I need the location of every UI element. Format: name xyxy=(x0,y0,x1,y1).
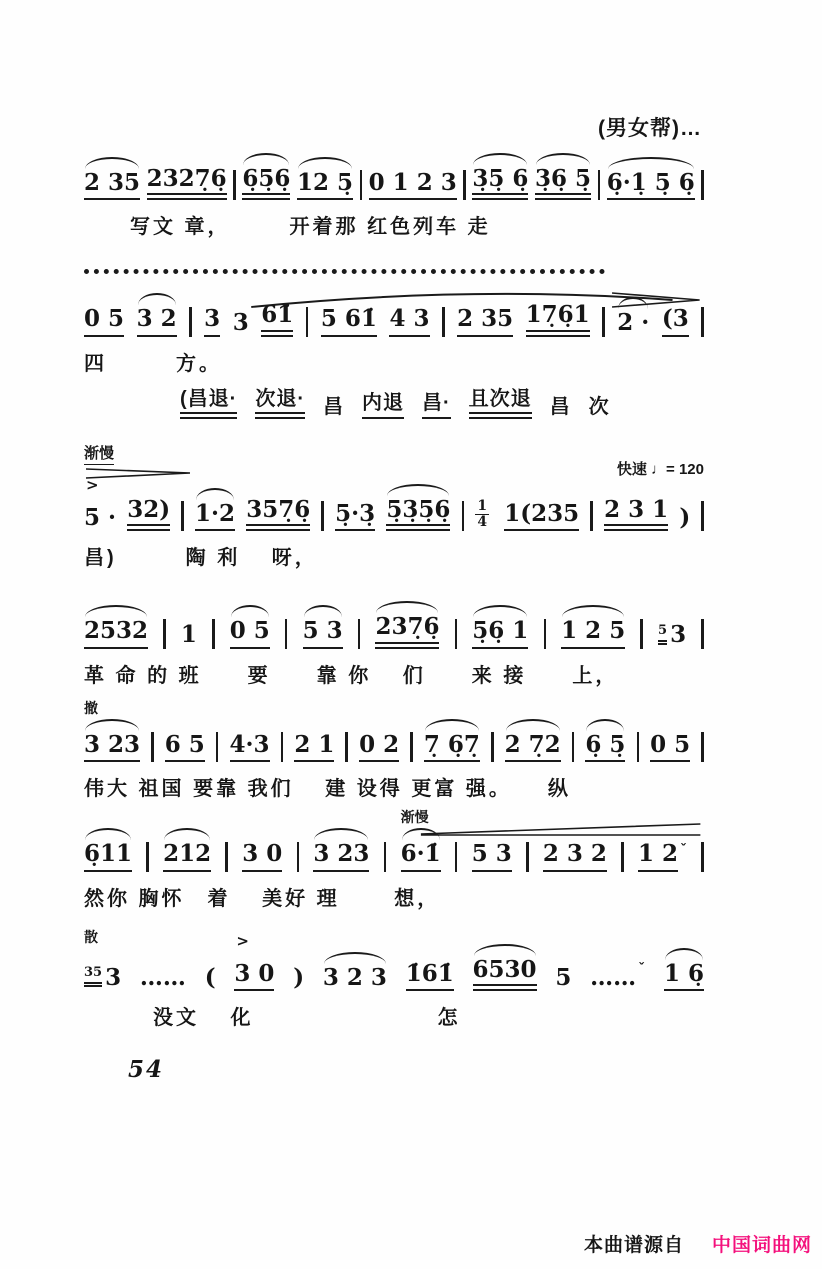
note-group xyxy=(335,501,375,531)
notes: 5 · xyxy=(84,503,117,531)
barline xyxy=(602,307,605,337)
percussion-line xyxy=(84,382,704,419)
percussion-syllable xyxy=(362,386,404,419)
note-group xyxy=(505,732,561,762)
breath-mark: ˇ xyxy=(638,960,646,977)
barline xyxy=(345,732,348,762)
notes: 5 xyxy=(555,963,572,991)
notes: 3 0 xyxy=(234,961,274,991)
notes: 6̣11 xyxy=(84,841,132,871)
note-group xyxy=(424,732,480,762)
notes: 0 5 xyxy=(84,306,124,336)
notes: 2327̣6̣ xyxy=(147,166,227,200)
note-group xyxy=(242,841,282,871)
note-group xyxy=(585,732,625,762)
notes: 1 2 5 xyxy=(561,618,625,648)
note-group xyxy=(233,310,249,336)
note-group xyxy=(230,732,270,762)
note-group xyxy=(535,166,591,200)
notes: ) xyxy=(293,963,305,991)
percussion-text: 次 xyxy=(588,395,610,418)
notes: 3 2 xyxy=(137,306,177,336)
percussion-text: (昌退· xyxy=(180,382,237,419)
notes: 1·2 xyxy=(195,501,235,531)
note-group xyxy=(617,310,649,336)
time-signature xyxy=(475,499,489,529)
lyrics-line: 伟大 祖国 要靠 我们 建 设得 更富 强。 纵 xyxy=(84,778,571,801)
barline xyxy=(358,619,361,649)
notes: 5̣6̣ 1 xyxy=(472,618,528,648)
note-group xyxy=(472,841,512,871)
lyrics-line: 革 命 的 班 要 靠 你 们 来 接 上， xyxy=(84,664,619,687)
note-group xyxy=(664,961,704,991)
tempo-annotation xyxy=(617,458,704,479)
barline xyxy=(410,732,413,762)
music-system xyxy=(84,444,704,570)
notes: 4 3 xyxy=(389,306,429,336)
barline xyxy=(233,170,236,200)
note-group xyxy=(323,965,387,991)
barline xyxy=(285,619,288,649)
note-group xyxy=(406,961,454,991)
notes: 5 61̇ xyxy=(321,306,377,336)
note-group xyxy=(604,497,668,531)
notes: 2 35 xyxy=(457,306,513,336)
notes: 6530 xyxy=(473,957,537,991)
notes: 3̣6̣ 5̣ xyxy=(535,166,591,200)
note-group xyxy=(261,302,293,336)
barline xyxy=(281,732,284,762)
notes: ( xyxy=(204,963,216,991)
notes: 1(235 xyxy=(504,501,579,531)
note-group xyxy=(313,841,369,871)
note-group xyxy=(84,928,122,991)
notes-line xyxy=(84,284,704,336)
barline xyxy=(151,732,154,762)
notes-line xyxy=(84,807,704,871)
note-group xyxy=(147,166,227,200)
barline xyxy=(637,732,640,762)
note-group xyxy=(246,497,310,531)
percussion-syllable xyxy=(469,382,532,419)
breath-mark: ˇ xyxy=(680,841,688,858)
footer xyxy=(584,1230,812,1257)
barline xyxy=(640,619,643,649)
note-group xyxy=(84,306,124,336)
notes: 2 · xyxy=(617,309,650,337)
barline xyxy=(360,170,363,200)
barline xyxy=(544,619,547,649)
notes: 3 23 xyxy=(313,841,369,871)
notes: 3 xyxy=(204,306,220,336)
note-group xyxy=(321,306,377,336)
note-group xyxy=(555,965,571,991)
note-group xyxy=(84,475,117,531)
notes: 237̣6̣ xyxy=(375,614,439,648)
note-group xyxy=(473,957,537,991)
notes: 0 2 xyxy=(359,732,399,762)
tempo-annotation xyxy=(84,442,194,479)
percussion-syllable xyxy=(422,386,451,419)
notes: 5 3 xyxy=(303,618,343,648)
barline xyxy=(146,842,149,872)
notes: …… xyxy=(139,963,186,991)
note-group xyxy=(230,618,270,648)
percussion-text: 内退 xyxy=(362,386,404,419)
note-group xyxy=(297,170,353,200)
note-group xyxy=(400,809,441,871)
barline xyxy=(225,842,228,872)
lyrics-line: 四 方。 xyxy=(84,352,222,375)
note-group xyxy=(137,306,177,336)
notes: 2 3 2 xyxy=(543,841,607,871)
note-group xyxy=(662,306,689,336)
notes-line xyxy=(84,475,704,531)
barline xyxy=(526,842,529,872)
accent-mark: > xyxy=(236,931,249,950)
notes: 32) xyxy=(127,497,170,531)
note-group xyxy=(195,501,235,531)
barline xyxy=(455,619,458,649)
note-group xyxy=(294,732,334,762)
lyrics-line: 没文 化 怎 xyxy=(84,1007,461,1030)
decrescendo-hairpin-icon xyxy=(84,467,194,479)
notes: 6 5 xyxy=(165,732,205,762)
percussion-syllable xyxy=(550,390,571,419)
barline xyxy=(455,842,458,872)
note-group xyxy=(359,732,399,762)
barline xyxy=(442,307,445,337)
notes-line xyxy=(84,699,704,762)
barline xyxy=(463,170,466,200)
music-system xyxy=(84,269,704,418)
lyrics-line: 昌) 陶 利 呀， xyxy=(84,547,318,570)
barline xyxy=(189,307,192,337)
note-group xyxy=(526,302,590,336)
tempo-annotation-text: 快速 ♩= 120 xyxy=(616,460,704,478)
music-system xyxy=(84,699,704,801)
note-group xyxy=(561,618,625,648)
notes: 1̇61̇ xyxy=(406,961,454,991)
barline xyxy=(306,307,309,337)
music-system xyxy=(84,807,704,910)
note-group xyxy=(204,306,220,336)
notes: 7̣ 6̣7̣ xyxy=(424,732,480,762)
note-group xyxy=(303,618,343,648)
notes-line xyxy=(84,596,704,648)
note-group xyxy=(84,699,141,762)
notes: 6̣5̣6̣ xyxy=(242,166,290,200)
footer-source-text: 本曲谱源自 xyxy=(583,1235,684,1256)
note-group xyxy=(638,841,687,871)
music-system xyxy=(84,596,704,687)
score-area xyxy=(84,112,704,1083)
notes: 3̣5̣ 6̣ xyxy=(472,166,528,200)
notes: 3 0 xyxy=(242,841,282,871)
note-group xyxy=(658,622,686,648)
notes: 3 xyxy=(105,963,122,991)
note-group xyxy=(590,960,646,991)
percussion-text: 且次退 xyxy=(469,382,532,419)
page-number: 54 xyxy=(128,1056,165,1084)
tempo-annotation: 渐慢 xyxy=(400,809,429,826)
barline xyxy=(572,732,575,762)
note-group xyxy=(205,965,216,991)
notes: 3 2 3 xyxy=(322,963,387,991)
notes: 357̣6̣ xyxy=(246,497,310,531)
grace-notes: 35 xyxy=(84,966,102,987)
footer-site-link[interactable]: 中国词曲网 xyxy=(711,1235,812,1256)
notes: 212 xyxy=(163,841,211,871)
barline xyxy=(701,732,704,762)
notes: 0 5 xyxy=(650,732,690,762)
note-group xyxy=(84,841,132,871)
note-group xyxy=(163,841,211,871)
barline xyxy=(598,170,601,200)
accent-mark: > xyxy=(86,475,99,494)
notes-line xyxy=(84,919,704,991)
barline xyxy=(590,501,593,531)
note-group xyxy=(504,501,579,531)
notes: 3 23 xyxy=(84,732,140,762)
notes: 6̣·1̣ 5̣ 6̣ xyxy=(607,170,695,200)
barline xyxy=(701,501,704,531)
note-group xyxy=(543,841,607,871)
notes: 3 xyxy=(232,309,249,337)
note-group xyxy=(375,614,439,648)
note-group xyxy=(650,732,690,762)
notes: 6̣ 5̣ xyxy=(585,732,625,762)
note-group xyxy=(679,505,690,531)
notes: 2 35 xyxy=(84,170,140,200)
barline xyxy=(701,170,704,200)
note-group xyxy=(140,965,186,991)
lyrics-line: 然你 胸怀 着 美好 理 想， xyxy=(84,887,441,910)
barline xyxy=(491,732,494,762)
barline xyxy=(212,619,215,649)
tempo-annotation: 撤 xyxy=(84,699,98,716)
notes: 1 6̣ xyxy=(664,961,704,991)
notes: 4·3 xyxy=(230,732,270,762)
notes: 5 3 xyxy=(472,841,512,871)
barline xyxy=(181,501,184,531)
notes: 5̣3̣5̣6̣ xyxy=(386,497,450,531)
note-group xyxy=(457,306,513,336)
dotted-leader-line xyxy=(84,269,605,274)
percussion-syllable xyxy=(255,382,305,419)
grace-notes: 5 xyxy=(658,624,667,645)
time-signature-digit: 1 xyxy=(477,497,488,514)
note-group xyxy=(475,499,493,531)
systems-container xyxy=(84,148,704,1030)
note-group xyxy=(84,618,148,648)
percussion-text: 昌 xyxy=(549,395,571,418)
note-group xyxy=(472,166,528,200)
note-group xyxy=(386,497,450,531)
notes: 61̇ xyxy=(261,302,293,336)
notes: 2 3 1 xyxy=(604,497,668,531)
notes: 17̣6̣1 xyxy=(526,302,590,336)
barline xyxy=(321,501,324,531)
barline xyxy=(701,619,704,649)
notes: 2 7̣2 xyxy=(505,732,561,762)
note-group xyxy=(242,166,290,200)
music-system xyxy=(84,148,704,239)
barline xyxy=(384,842,387,872)
notes: 0 1 2 3 xyxy=(369,170,457,200)
notes: ) xyxy=(679,503,691,531)
notes: 1 2 xyxy=(638,841,678,871)
notes: …… xyxy=(590,963,637,991)
note-group xyxy=(472,618,528,648)
notes: 12 5̣ xyxy=(297,170,353,200)
note-group xyxy=(181,622,197,648)
notes: 2 1 xyxy=(294,732,334,762)
barline xyxy=(297,842,300,872)
notes: 3 xyxy=(670,621,687,649)
music-system xyxy=(84,919,704,1030)
note-group xyxy=(234,931,275,991)
notes: 0 5 xyxy=(230,618,270,648)
tempo-annotation-text: 渐慢 xyxy=(84,442,114,465)
note-group xyxy=(607,170,695,200)
notes: 1 xyxy=(180,621,197,649)
barline xyxy=(701,307,704,337)
notes-line xyxy=(84,148,704,200)
percussion-text: 昌· xyxy=(422,386,451,419)
percussion-text: 昌 xyxy=(323,395,344,418)
voice-label: (男女帮)… xyxy=(598,117,702,140)
note-group xyxy=(389,306,429,336)
barline xyxy=(701,842,704,872)
note-group xyxy=(165,732,205,762)
annotation-row xyxy=(84,444,704,479)
note-group xyxy=(127,497,170,531)
note-group xyxy=(369,170,457,200)
barline xyxy=(216,732,219,762)
time-signature-digit: 4 xyxy=(477,513,488,530)
note-group xyxy=(293,965,304,991)
note-group xyxy=(84,170,140,200)
percussion-text: 次退· xyxy=(255,382,305,419)
notes: (3 xyxy=(662,306,689,336)
tempo-annotation: 散 xyxy=(84,928,98,945)
notes: 6·1̇ xyxy=(401,841,441,871)
barline xyxy=(621,842,624,872)
barline xyxy=(163,619,166,649)
lyrics-line: 写文 章， 开着那 红色列车 走 xyxy=(84,216,491,239)
notes: 5̣·3̣ xyxy=(335,501,375,531)
percussion-syllable xyxy=(180,382,237,419)
barline xyxy=(462,501,465,531)
notes: 2532 xyxy=(84,618,148,648)
percussion-syllable xyxy=(589,390,610,419)
percussion-syllable xyxy=(323,390,344,419)
